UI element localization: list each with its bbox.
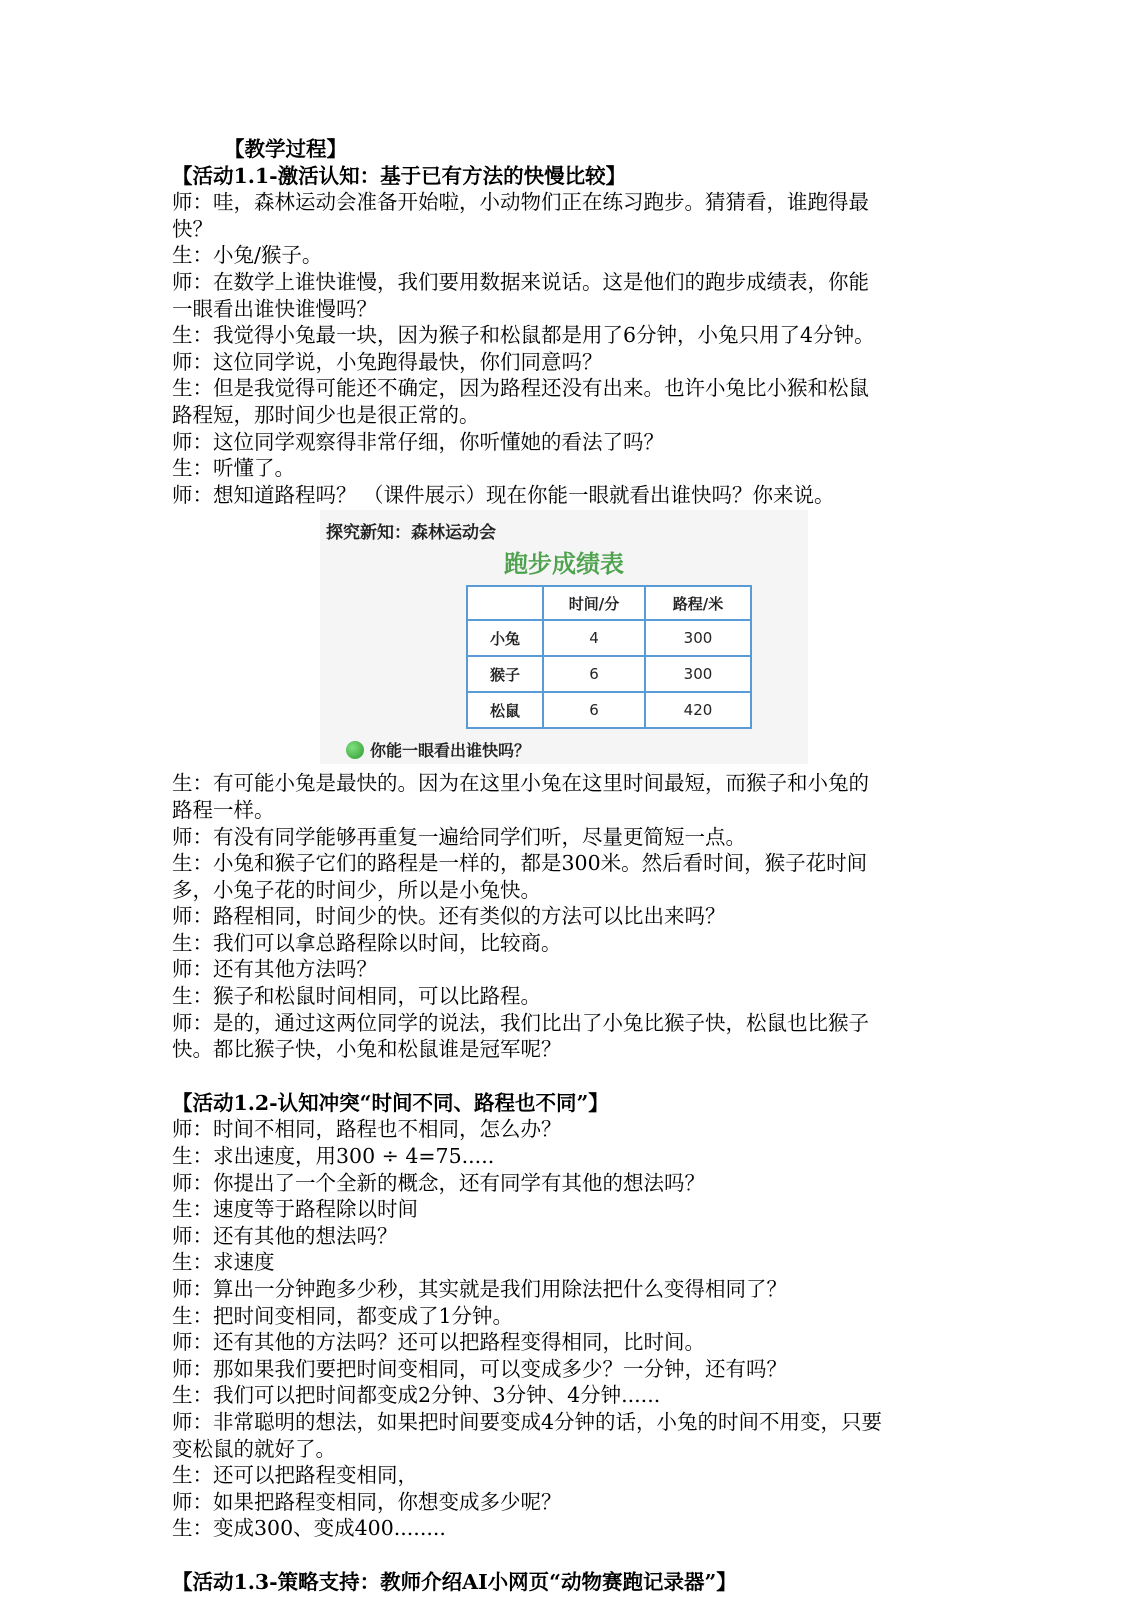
dialogue-line: 生：我们可以拿总路程除以时间，比较商。: [172, 930, 562, 955]
dialogue-line: 生：小兔和猴子它们的路程是一样的，都是300米。然后看时间，猴子花时间: [172, 851, 868, 876]
dialogue-line: 生：我觉得小兔最一块，因为猴子和松鼠都是用了6分钟，小兔只用了4分钟。: [172, 323, 875, 348]
page-title: 【教学过程】: [224, 137, 347, 161]
table-header-cell: 时间/分: [543, 586, 645, 620]
dialogue-line: 生：速度等于路程除以时间: [172, 1197, 418, 1222]
slide-title: 探究新知：森林运动会: [326, 523, 496, 544]
table-cell: 6: [543, 656, 645, 692]
dialogue-line: 师：算出一分钟跑多少秒，其实就是我们用除法把什么变得相同了？: [172, 1277, 787, 1301]
dialogue-line: 师：那如果我们要把时间变相同，可以变成多少？一分钟，还有吗？: [172, 1356, 787, 1381]
dialogue-line: 生：求出速度，用300 ÷ 4=75.....: [172, 1144, 495, 1169]
table-cell: 猴子: [467, 656, 543, 692]
dialogue-line: 师：路程相同，时间少的快。还有类似的方法可以比出来吗？: [172, 904, 726, 929]
table-row: [467, 692, 751, 728]
section-1-1-dialogue-continued: [172, 770, 972, 1063]
dialogue-line: 师：时间不相同，路程也不相同，怎么办？: [172, 1117, 562, 1142]
dialogue-line: 生：猴子和松鼠时间相同，可以比路程。: [172, 984, 541, 1009]
dialogue-line: 师：还有其他的方法吗？还可以把路程变得相同，比时间。: [172, 1330, 705, 1355]
dialogue-line: 师：还有其他的想法吗？: [172, 1223, 398, 1248]
dialogue-line: 多，小兔子花的时间少，所以是小兔快。: [172, 877, 541, 902]
dialogue-line: 生：还可以把路程变相同，: [172, 1463, 418, 1488]
dialogue-line: 生：求速度: [172, 1250, 275, 1275]
table-cell: 4: [543, 620, 645, 656]
table-cell: 420: [645, 692, 751, 728]
dialogue-line: 生：小兔/猴子。: [172, 243, 323, 268]
slide-question: [346, 738, 530, 761]
dialogue-line: 路程短，那时间少也是很正常的。: [172, 402, 480, 427]
dialogue-line: 一眼看出谁快谁慢吗？: [172, 296, 377, 321]
dialogue-line: 师：这位同学观察得非常仔细，你听懂她的看法了吗？: [172, 429, 664, 454]
score-table-title: 跑步成绩表: [504, 550, 624, 579]
dialogue-line: 生：有可能小兔是最快的。因为在这里小兔在这里时间最短，而猴子和小兔的: [172, 771, 869, 796]
dialogue-line: 师：想知道路程吗？ （课件展示）现在你能一眼就看出谁快吗？你来说。: [172, 482, 835, 507]
table-header-cell: 路程/米: [645, 586, 751, 620]
table-row: [467, 656, 751, 692]
dialogue-line: 路程一样。: [172, 797, 275, 822]
dialogue-line: 师：还有其他方法吗？: [172, 957, 377, 982]
section-1-1-dialogue: [172, 189, 972, 508]
score-table: [466, 585, 752, 729]
green-dot-icon: [346, 741, 364, 759]
dialogue-line: 师：在数学上谁快谁慢，我们要用数据来说话。这是他们的跑步成绩表，你能: [172, 269, 869, 294]
table-cell: 小兔: [467, 620, 543, 656]
slide-question-text: 你能一眼看出谁快吗？: [370, 741, 531, 761]
dialogue-line: 快？: [172, 216, 213, 241]
dialogue-line: 变松鼠的就好了。: [172, 1436, 336, 1461]
dialogue-line: 师：这位同学说，小兔跑得最快，你们同意吗？: [172, 349, 603, 374]
section-heading-1-3: 【活动1.3-策略支持：教师介绍AI小网页“动物赛跑记录器”】: [172, 1569, 737, 1594]
section-heading-1-1: 【活动1.1-激活认知：基于已有方法的快慢比较】: [172, 163, 627, 188]
table-cell: 松鼠: [467, 692, 543, 728]
dialogue-line: 师：你提出了一个全新的概念，还有同学有其他的想法吗？: [172, 1170, 705, 1195]
table-row: [467, 620, 751, 656]
dialogue-line: 师：如果把路程变相同，你想变成多少呢？: [172, 1489, 562, 1514]
courseware-slide-image: [320, 510, 808, 764]
dialogue-line: 师：是的，通过这两位同学的说法，我们比出了小兔比猴子快，松鼠也比猴子: [172, 1010, 869, 1035]
table-cell: 300: [645, 620, 751, 656]
dialogue-line: 生：变成300、变成400........: [172, 1516, 446, 1541]
table-header-cell: [467, 586, 543, 620]
dialogue-line: 生：把时间变相同，都变成了1分钟。: [172, 1303, 514, 1328]
table-cell: 300: [645, 656, 751, 692]
paragraph-gap: [172, 1542, 972, 1569]
section-1-2-dialogue: [172, 1116, 972, 1542]
table-header-row: [467, 586, 751, 620]
paragraph-gap: [172, 1063, 972, 1090]
document-page: [172, 136, 972, 1596]
dialogue-line: 生：我们可以把时间都变成2分钟、3分钟、4分钟......: [172, 1383, 661, 1408]
dialogue-line: 生：听懂了。: [172, 456, 295, 481]
dialogue-line: 师：哇，森林运动会准备开始啦，小动物们正在练习跑步。猜猜看，谁跑得最: [172, 190, 869, 215]
dialogue-line: 快。都比猴子快，小兔和松鼠谁是冠军呢？: [172, 1037, 562, 1062]
dialogue-line: 师：非常聪明的想法，如果把时间要变成4分钟的话，小兔的时间不用变，只要: [172, 1409, 883, 1434]
dialogue-line: 生：但是我觉得可能还不确定，因为路程还没有出来。也许小兔比小猴和松鼠: [172, 376, 869, 401]
dialogue-line: 师：有没有同学能够再重复一遍给同学们听，尽量更简短一点。: [172, 824, 746, 849]
table-cell: 6: [543, 692, 645, 728]
section-heading-1-2: 【活动1.2-认知冲突“时间不同、路程也不同”】: [172, 1090, 609, 1115]
